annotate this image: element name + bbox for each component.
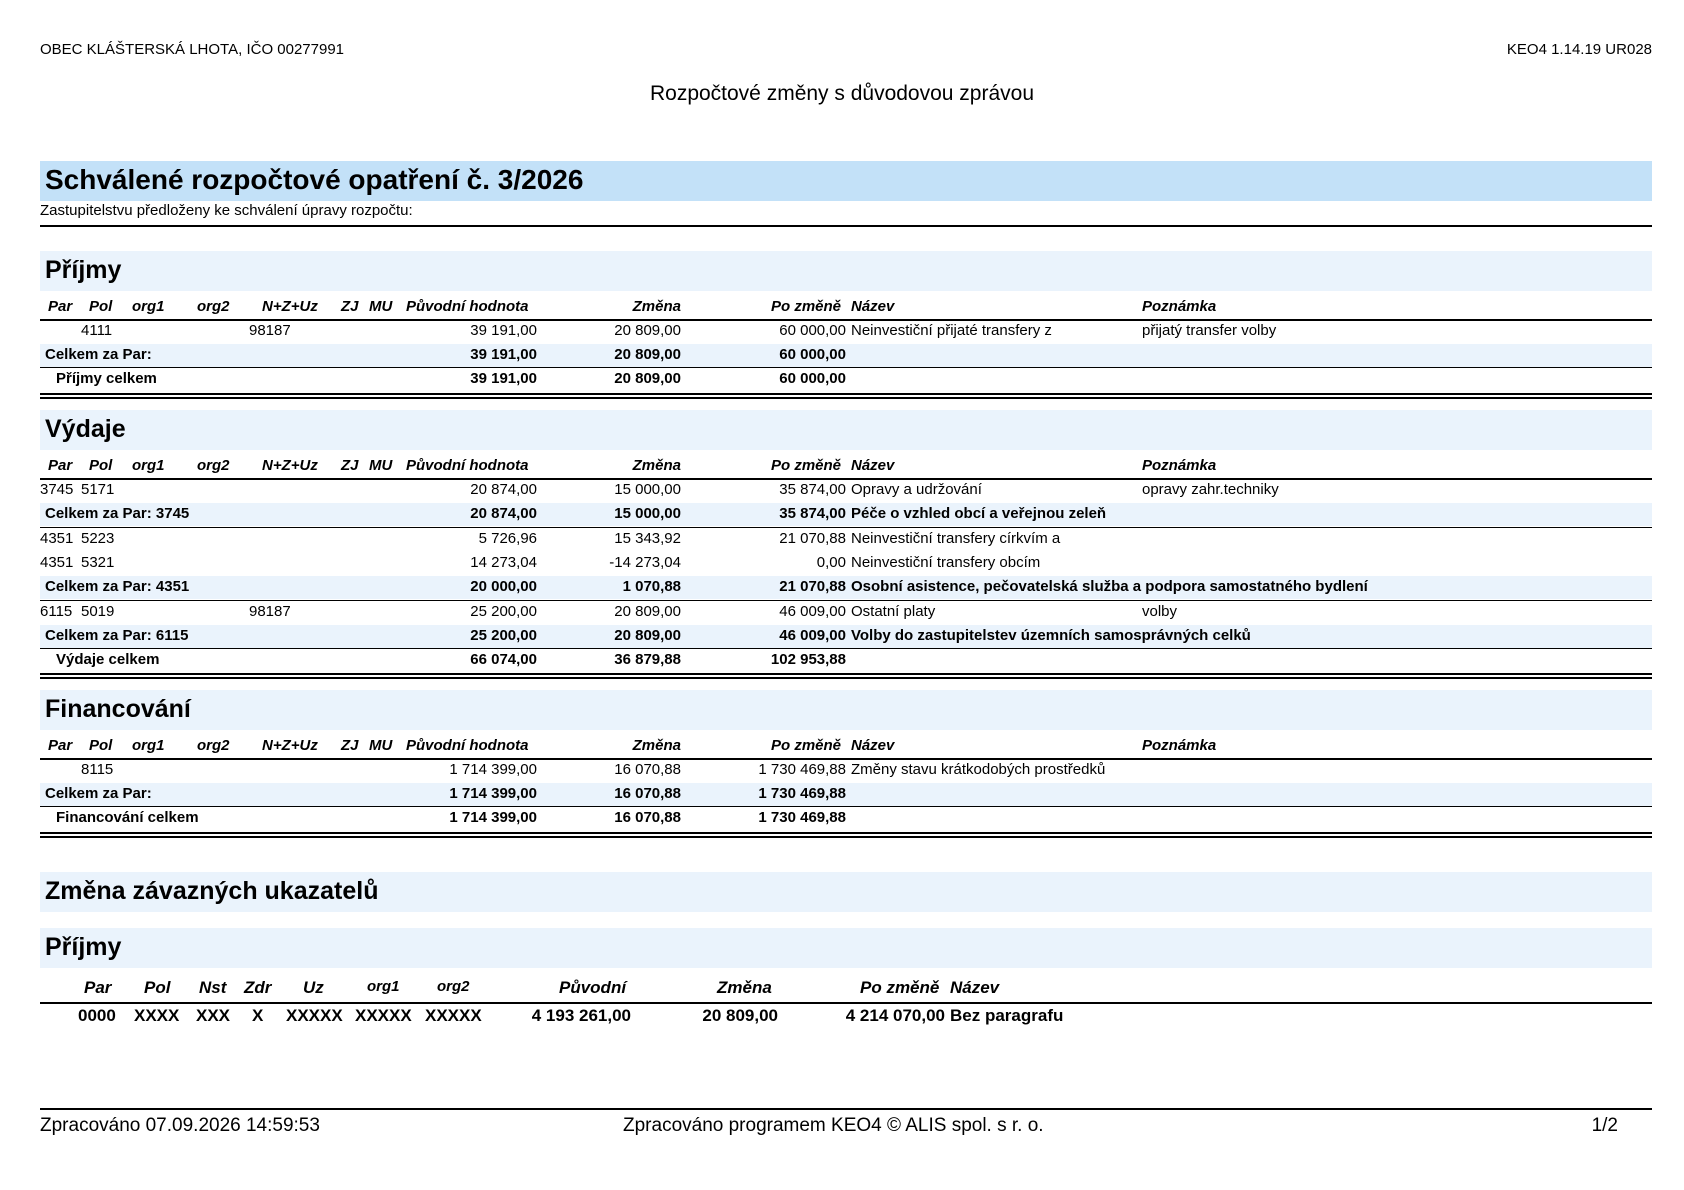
col-org1: org1 [132, 737, 165, 754]
cell-par: 6115 [40, 603, 73, 620]
col-par: Par [48, 457, 73, 474]
subtotal-row [0, 503, 1684, 525]
cell-pozmene: 21 070,88 [779, 530, 846, 547]
cell-zmena: 15 000,00 [614, 505, 681, 522]
cell-zmena: 20 809,00 [614, 370, 681, 387]
col-zj: ZJ [341, 457, 359, 474]
col-pol: Pol [89, 737, 113, 754]
table-row [0, 1003, 1684, 1029]
cell-nazev: Neinvestiční přijaté transfery z [851, 322, 1052, 339]
col-nazev: Název [851, 737, 895, 754]
cell-puvodni: 39 191,00 [470, 346, 537, 363]
col-nazev: Název [851, 298, 895, 315]
col-mu: MU [369, 737, 393, 754]
col-pol: Pol [89, 457, 113, 474]
cell-puvodni: 5 726,96 [478, 530, 537, 547]
cell-zmena: 16 070,88 [614, 809, 681, 826]
section-band [40, 690, 1652, 730]
section-title-ukazatele-prijmy: Příjmy [45, 933, 122, 961]
cell-puvodni: 66 074,00 [470, 651, 537, 668]
org-name: OBEC KLÁŠTERSKÁ LHOTA, IČO 00277991 [40, 41, 345, 58]
col-nazev: Název [950, 978, 1000, 997]
table-header [0, 975, 1684, 1001]
cell-pol: 5019 [81, 603, 115, 620]
table-header [0, 296, 1684, 318]
cell-poznamka: opravy zahr.techniky [1142, 481, 1279, 498]
double-divider [40, 673, 1652, 679]
table-header [0, 735, 1684, 757]
col-zmena: Změna [632, 298, 681, 315]
table-row [0, 479, 1684, 501]
cell-pozmene: 46 009,00 [779, 627, 846, 644]
cell-zmena: -14 273,04 [609, 554, 681, 571]
col-zj: ZJ [341, 737, 359, 754]
subtotal-row [0, 783, 1684, 805]
col-nst: Nst [199, 978, 227, 997]
cell-nazev: Neinvestiční transfery církvím a [851, 530, 1061, 547]
cell-par: 0000 [78, 1006, 116, 1025]
cell-zmena: 36 879,88 [614, 651, 681, 668]
subtotal-label: Celkem za Par: 4351 [45, 578, 190, 595]
cell-puvodni: 4 193 261,00 [531, 1006, 631, 1025]
cell-pol: 8115 [81, 761, 114, 778]
cell-nazev: Osobní asistence, pečovatelská služba a podpora samostatného bydlení [851, 578, 1368, 595]
cell-par: 3745 [40, 481, 74, 498]
total-label: Příjmy celkem [56, 370, 157, 387]
col-nazev: Název [851, 457, 895, 474]
col-poznamka: Poznámka [1142, 737, 1217, 754]
cell-pozmene: 1 730 469,88 [758, 785, 846, 802]
cell-puvodni: 1 714 399,00 [449, 785, 537, 802]
cell-pozmene: 60 000,00 [779, 322, 846, 339]
footer-divider [40, 1108, 1652, 1110]
col-puvodni: Původní hodnota [406, 457, 529, 474]
col-zmena: Změna [717, 978, 772, 997]
cell-nazev: Změny stavu krátkodobých prostředků [851, 761, 1106, 778]
cell-pol: 5223 [81, 530, 115, 547]
cell-zmena: 1 070,88 [622, 578, 681, 595]
cell-pozmene: 60 000,00 [779, 346, 846, 363]
cell-zmena: 15 000,00 [614, 481, 681, 498]
cell-org1: XXXXX [355, 1006, 412, 1025]
cell-poznamka: přijatý transfer volby [1142, 322, 1277, 339]
col-org1: org1 [132, 457, 165, 474]
cell-zmena: 16 070,88 [614, 761, 681, 778]
cell-nazev: Opravy a udržování [851, 481, 982, 498]
table-row [0, 552, 1684, 574]
cell-puvodni: 1 714 399,00 [449, 809, 537, 826]
col-pozmene: Po změně [860, 978, 940, 997]
cell-puvodni: 25 200,00 [470, 627, 537, 644]
main-subtitle: Zastupitelstvu předloženy ke schválení úpravy rozpočtu: [40, 202, 413, 219]
subtotal-row [0, 344, 1684, 366]
col-nzuz: N+Z+Uz [262, 298, 318, 315]
col-mu: MU [369, 298, 393, 315]
cell-pozmene: 4 214 070,00 [845, 1006, 945, 1025]
cell-poznamka: volby [1142, 603, 1178, 620]
subtotal-row [0, 625, 1684, 647]
table-row [0, 601, 1684, 623]
col-org2: org2 [197, 457, 230, 474]
section-title-financovani: Financování [45, 695, 191, 723]
cell-pozmene: 21 070,88 [779, 578, 846, 595]
col-puvodni: Původní hodnota [406, 298, 529, 315]
cell-nazev: Péče o vzhled obcí a veřejnou zeleň [851, 505, 1107, 522]
subtotal-label: Celkem za Par: 3745 [45, 505, 190, 522]
total-label: Financování celkem [56, 809, 199, 826]
page-number: 1/2 [1591, 1115, 1618, 1136]
col-puvodni: Původní hodnota [406, 737, 529, 754]
subtotal-row [0, 576, 1684, 598]
col-org2: org2 [437, 978, 470, 995]
col-org2: org2 [197, 737, 230, 754]
col-org2: org2 [197, 298, 230, 315]
cell-zmena: 20 809,00 [702, 1006, 778, 1025]
section-title-vydaje: Výdaje [45, 415, 126, 443]
cell-par: 4351 [40, 530, 74, 547]
total-label: Výdaje celkem [56, 651, 160, 668]
cell-nazev: Neinvestiční transfery obcím [851, 554, 1041, 571]
col-par: Par [48, 737, 73, 754]
cell-pozmene: 35 874,00 [779, 505, 846, 522]
subtotal-label: Celkem za Par: 6115 [45, 627, 189, 644]
cell-zmena: 20 809,00 [614, 346, 681, 363]
double-divider [40, 832, 1652, 838]
report-title: Rozpočtové změny s důvodovou zprávou [649, 82, 1035, 105]
col-puvodni: Původní [559, 978, 627, 997]
cell-pozmene: 1 730 469,88 [758, 761, 846, 778]
col-zmena: Změna [632, 457, 681, 474]
cell-org2: 98187 [249, 603, 291, 620]
cell-nazev: Bez paragrafu [950, 1006, 1064, 1025]
cell-pozmene: 46 009,00 [779, 603, 846, 620]
cell-nazev: Ostatní platy [851, 603, 936, 620]
cell-pol: 4111 [81, 322, 113, 339]
cell-pol: 5171 [81, 481, 115, 498]
section-band [40, 410, 1652, 450]
cell-zmena: 15 343,92 [614, 530, 681, 547]
col-nzuz: N+Z+Uz [262, 737, 318, 754]
cell-pozmene: 0,00 [816, 554, 846, 571]
section-title-ukazatele: Změna závazných ukazatelů [45, 877, 379, 905]
cell-puvodni: 39 191,00 [470, 370, 537, 387]
section-band [40, 928, 1652, 968]
cell-puvodni: 20 874,00 [470, 505, 537, 522]
cell-zmena: 20 809,00 [614, 322, 681, 339]
total-row [0, 368, 1684, 390]
cell-pozmene: 102 953,88 [770, 651, 846, 668]
cell-pol: 5321 [81, 554, 115, 571]
table-row [0, 528, 1684, 550]
col-par: Par [48, 298, 73, 315]
cell-puvodni: 39 191,00 [470, 322, 537, 339]
col-zdr: Zdr [244, 978, 272, 997]
col-pol: Pol [144, 978, 171, 997]
main-title: Schválené rozpočtové opatření č. 3/2026 [45, 164, 584, 195]
subtotal-label: Celkem za Par: [45, 785, 152, 802]
col-poznamka: Poznámka [1142, 298, 1217, 315]
section-title-prijmy: Příjmy [45, 256, 122, 284]
cell-uz: XXXXX [286, 1006, 343, 1025]
footer-program: Zpracováno programem KEO4 © ALIS spol. s r. o. [623, 1115, 1044, 1136]
cell-puvodni: 14 273,04 [470, 554, 537, 571]
col-nzuz: N+Z+Uz [262, 457, 318, 474]
cell-puvodni: 20 000,00 [470, 578, 537, 595]
col-zj: ZJ [341, 298, 359, 315]
cell-nazev: Volby do zastupitelstev územních samosprávných celků [851, 627, 1251, 644]
col-par: Par [84, 978, 112, 997]
col-mu: MU [369, 457, 393, 474]
cell-zdr: X [252, 1006, 264, 1025]
subtotal-label: Celkem za Par: [45, 346, 152, 363]
table-header [0, 455, 1684, 477]
col-org1: org1 [367, 978, 400, 995]
col-zmena: Změna [632, 737, 681, 754]
cell-pozmene: 35 874,00 [779, 481, 846, 498]
table-row [0, 759, 1684, 781]
total-row [0, 649, 1684, 671]
cell-pozmene: 1 730 469,88 [758, 809, 846, 826]
cell-org2: XXXXX [425, 1006, 482, 1025]
cell-par: 4351 [40, 554, 74, 571]
cell-org2: 98187 [249, 322, 291, 339]
col-uz: Uz [303, 978, 324, 997]
col-pozmene: Po změně [771, 737, 842, 754]
cell-pol: XXXX [134, 1006, 180, 1025]
cell-zmena: 20 809,00 [614, 603, 681, 620]
cell-puvodni: 25 200,00 [470, 603, 537, 620]
col-pol: Pol [89, 298, 113, 315]
cell-puvodni: 1 714 399,00 [449, 761, 537, 778]
cell-nst: XXX [196, 1006, 231, 1025]
cell-puvodni: 20 874,00 [470, 481, 537, 498]
col-pozmene: Po změně [771, 298, 842, 315]
table-row [0, 320, 1684, 342]
footer-processed: Zpracováno 07.09.2026 14:59:53 [40, 1115, 320, 1136]
total-row [0, 807, 1684, 829]
col-pozmene: Po změně [771, 457, 842, 474]
col-org1: org1 [132, 298, 165, 315]
cell-pozmene: 60 000,00 [779, 370, 846, 387]
divider [40, 225, 1652, 227]
version-label: KEO4 1.14.19 UR028 [1506, 41, 1652, 58]
cell-zmena: 20 809,00 [614, 627, 681, 644]
cell-zmena: 16 070,88 [614, 785, 681, 802]
section-band [40, 251, 1652, 291]
double-divider [40, 393, 1652, 399]
col-poznamka: Poznámka [1142, 457, 1217, 474]
